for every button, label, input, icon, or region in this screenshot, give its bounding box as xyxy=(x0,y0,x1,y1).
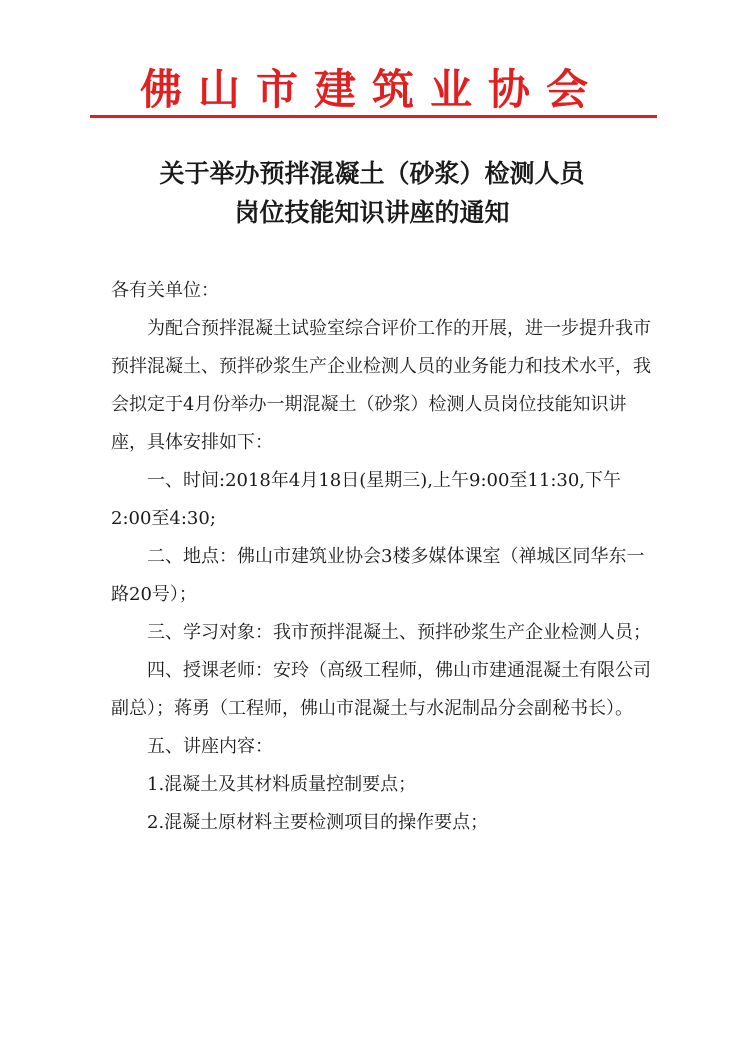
notice-body xyxy=(111,272,651,842)
item-time: 一、时间:2018年4月18日(星期三),上午9:00至11:30,下午2:00至4:30; xyxy=(111,470,622,529)
content-item-2: 2.混凝土原材料主要检测项目的操作要点； xyxy=(147,812,489,833)
notice-title xyxy=(0,156,744,231)
letterhead-red-rule xyxy=(90,115,657,118)
item-audience: 三、学习对象：我市预拌混凝土、预拌砂浆生产企业检测人员； xyxy=(147,622,651,643)
letterhead-org-name: 佛山市建筑业协会 xyxy=(139,65,604,114)
item-place: 二、地点：佛山市建筑业协会3楼多媒体课室（禅城区同华东一路20号）； xyxy=(111,546,645,605)
salutation: 各有关单位： xyxy=(111,280,219,301)
content-item-1: 1.混凝土及其材料质量控制要点； xyxy=(147,774,417,795)
notice-title-line2: 岗位技能知识讲座的通知 xyxy=(234,198,510,227)
notice-title-line1: 关于举办预拌混凝土（砂浆）检测人员 xyxy=(159,159,585,188)
item-teacher: 四、授课老师：安玲（高级工程师，佛山市建通混凝土有限公司副总）；蒋勇（工程师，佛山市混凝土与水泥制品分会副秘书长）。 xyxy=(111,660,651,719)
item-content-heading: 五、讲座内容： xyxy=(147,736,273,757)
intro-paragraph: 为配合预拌混凝土试验室综合评价工作的开展，进一步提升我市预拌混凝土、预拌砂浆生产企业检测人员的业务能力和技术水平，我会拟定于4月份举办一期混凝土（砂浆）检测人员岗位技能知识讲座，具体安排如下： xyxy=(111,318,651,453)
